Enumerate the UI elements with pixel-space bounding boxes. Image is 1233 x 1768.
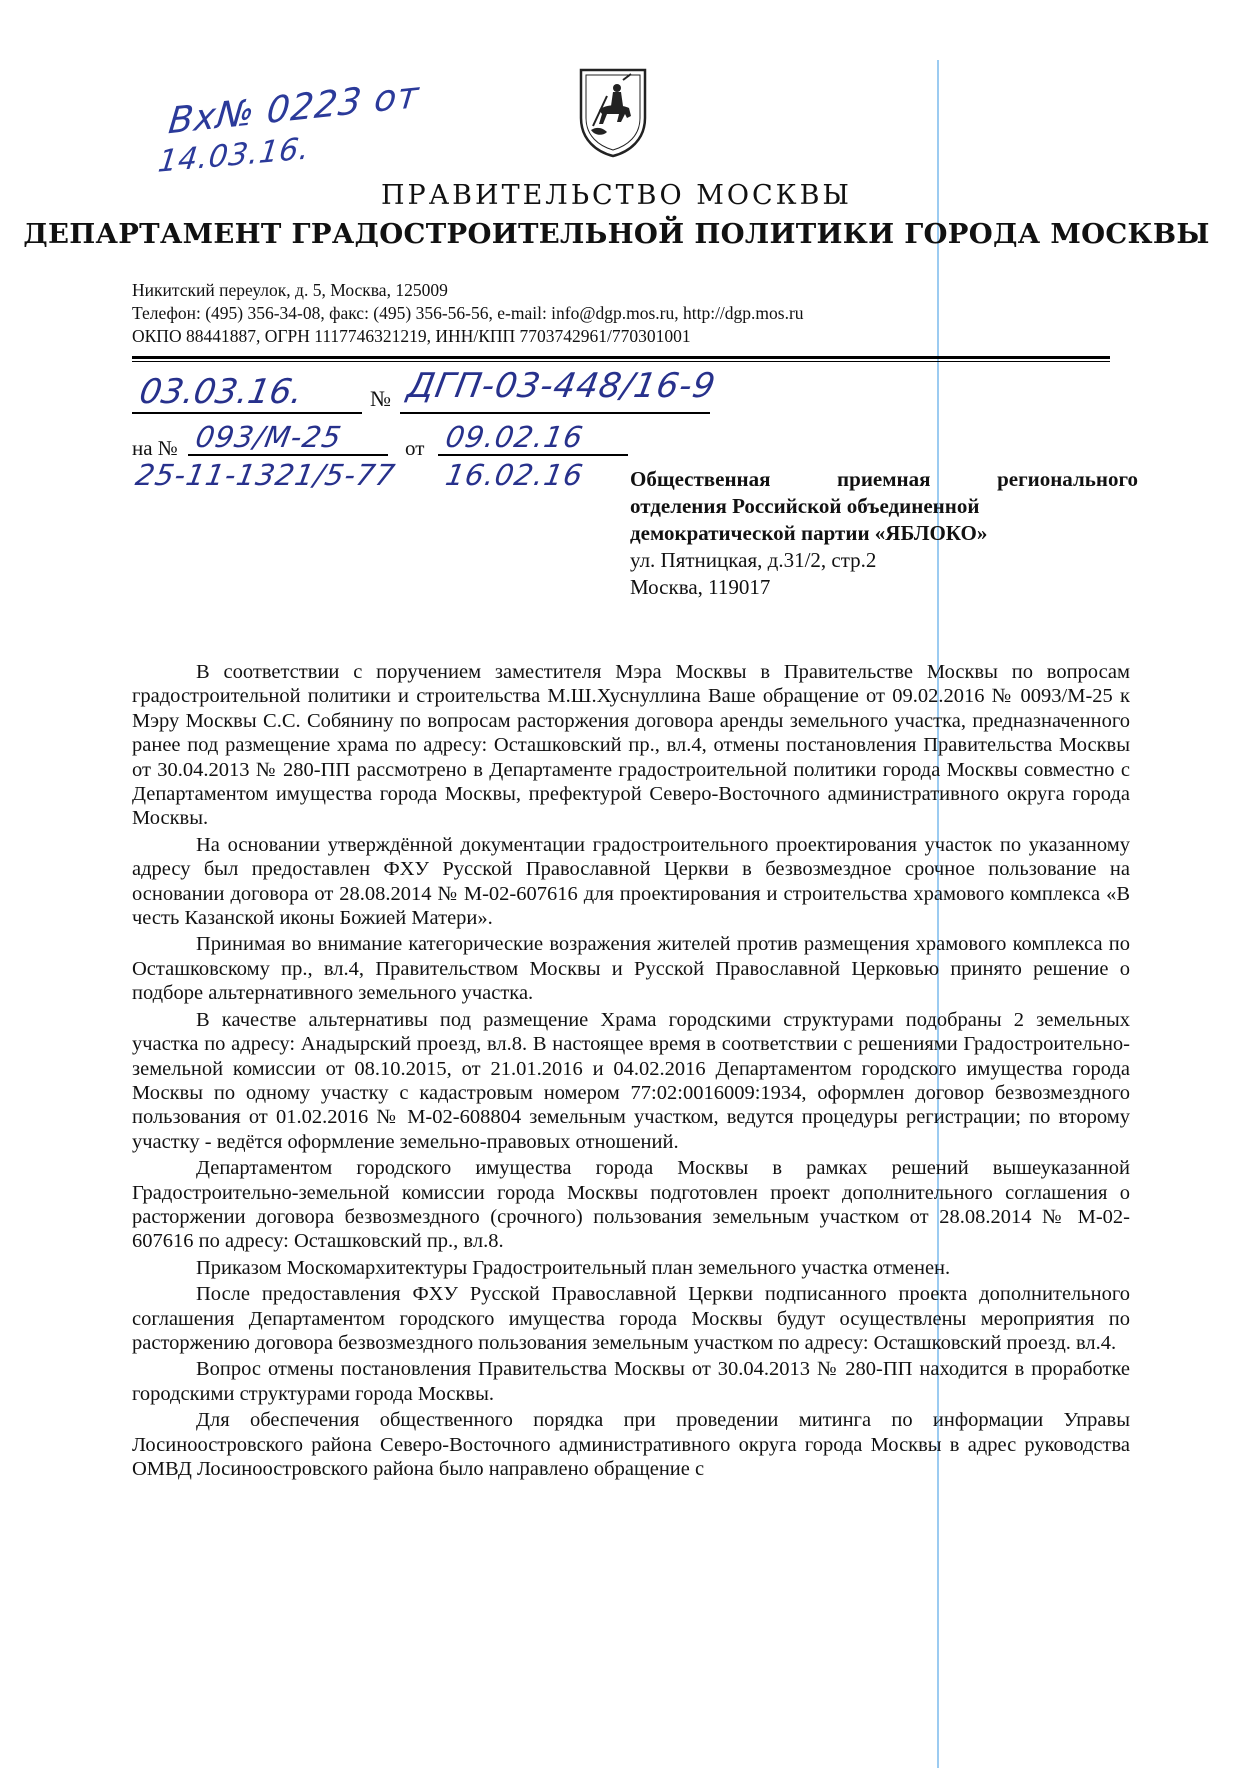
government-title: ПРАВИТЕЛЬСТВО МОСКВЫ xyxy=(381,180,852,211)
body-paragraph-3: Принимая во внимание категорические возражения жителей против размещения храмового комплекса по Осташковскому пр., вл.4, Правительством Москвы и Русской Православной Церковью принято решение о подборе альтернативного земельного участка. xyxy=(132,933,1130,1005)
department-contacts xyxy=(132,279,804,348)
addressee-line-2: отделения Российской объединенной xyxy=(630,494,980,518)
number-label: № xyxy=(370,386,391,411)
department-codes: ОКПО 88441887, ОГРН 1117746321219, ИНН/КПП 7703742961/770301001 xyxy=(132,326,691,346)
number-underline xyxy=(400,412,710,414)
reference-date-1: 09.02.16 xyxy=(443,420,587,454)
body-paragraph-2: На основании утверждённой документации градостроительного проектирования участок по указанному адресу был предоставлен ФХУ Русской Православной Церкви в безвозмездное срочное пользование на основании договора от 28.08.2014 № М-02-607616 для проектирования и строительства храмового комплекса «В честь Казанской иконы Божией Матери». xyxy=(132,833,1130,930)
body-paragraph-5: Департаментом городского имущества города Москвы в рамках решений вышеуказанной Градостроительно-земельной комиссии города Москвы подготовлен проект дополнительного соглашения о расторжении договора безвозмездного (срочного) пользования земельным участком от 28.08.2014 № М-02-607616 по адресу: Осташковский пр., вл.8. xyxy=(132,1157,1130,1253)
addressee-city: Москва, 119017 xyxy=(630,575,771,599)
body-paragraph-9: Для обеспечения общественного порядка при проведении митинга по информации Управы Лосиноостровского района Северо-Восточного административного округа города Москвы в адрес руководства ОМВД Лосиноостровского района было направлено обращение с xyxy=(132,1409,1130,1480)
date-underline xyxy=(132,412,362,414)
department-phone: Телефон: (495) 356-34-08, факс: (495) 356-56-56, e-mail: info@dgp.mos.ru, http://dgp.mos.ru xyxy=(132,303,804,323)
reference-number-1: 093/М-25 xyxy=(193,420,345,454)
letter-body xyxy=(132,660,1130,1483)
moscow-coat-of-arms-icon xyxy=(577,66,649,158)
reference-date-2: 16.02.16 xyxy=(443,458,587,492)
outgoing-number: ДГП-03-448/16-9 xyxy=(404,366,719,406)
addressee-line-1: Общественная приемная регионального xyxy=(630,467,1138,491)
department-title: ДЕПАРТАМЕНТ ГРАДОСТРОИТЕЛЬНОЙ ПОЛИТИКИ ГОРОДА МОСКВЫ xyxy=(23,218,1210,250)
addressee-street: ул. Пятницкая, д.31/2, стр.2 xyxy=(630,548,877,572)
header-divider-thin xyxy=(132,361,1110,362)
reference-number-2: 25-11-1321/5-77 xyxy=(133,458,399,492)
outgoing-date: 03.03.16. xyxy=(136,372,306,412)
reference-underline xyxy=(188,454,388,456)
header-divider xyxy=(132,356,1110,359)
body-paragraph-6: Приказом Москомархитектуры Градостроительный план земельного участка отменен. xyxy=(196,1256,951,1279)
department-address: Никитский переулок, д. 5, Москва, 125009 xyxy=(132,280,448,300)
handwritten-incoming-date: 14.03.16. xyxy=(156,131,313,180)
addressee-line-3: демократической партии «ЯБЛОКО» xyxy=(630,521,988,545)
addressee-block xyxy=(630,466,1138,601)
body-paragraph-1: В соответствии с поручением заместителя Мэра Москвы в Правительстве Москвы по вопросам градостроительной политики и строительства М.Ш.Хуснуллина Ваше обращение от 09.02.2016 № 0093/М-25 к Мэру Москвы С.С. Собянину по вопросам расторжения договора аренды земельного участка, предназначенного ранее под размещение храма по адресу: Осташковский пр., вл.4, отмены постановления Правительства Москвы от 30.04.2013 № 280-ПП рассмотрено в Департаменте градостроительной политики города Москвы совместно с Департаментом имущества города Москвы, префектурой Северо-Восточного административного округа города Москвы. xyxy=(132,661,1130,830)
handwritten-incoming-number: Вх№ 0223 от xyxy=(166,74,422,143)
body-paragraph-8: Вопрос отмены постановления Правительства Москвы от 30.04.2013 № 280-ПП находится в проработке городскими структурами города Москвы. xyxy=(132,1358,1130,1405)
reference-label: на № xyxy=(132,436,178,460)
reference-date-underline xyxy=(438,454,628,456)
body-paragraph-4: В качестве альтернативы под размещение Храма городскими структурами подобраны 2 земельных участка по адресу: Анадырский проезд, вл.8. В настоящее время в соответствии с решениями Градостроительно-земельной комиссии от 08.10.2015, от 21.01.2016 и 04.02.2016 Департаментом городского имущества города Москвы по одному участку с кадастровым номером 77:02:0016009:1934, оформлен договор безвозмездного пользования от 01.02.2016 № М-02-608804 земельным участком, ведутся процедуры регистрации; по второму участку - ведётся оформление земельно-правовых отношений. xyxy=(132,1008,1130,1153)
body-paragraph-7: После предоставления ФХУ Русской Православной Церкви подписанного проекта дополнительного соглашения Департаментом городского имущества города Москвы будут осуществлены мероприятия по расторжению договора безвозмездного пользования земельным участком по адресу: Осташковский проезд. вл.4. xyxy=(132,1283,1130,1354)
from-label: от xyxy=(405,436,425,460)
